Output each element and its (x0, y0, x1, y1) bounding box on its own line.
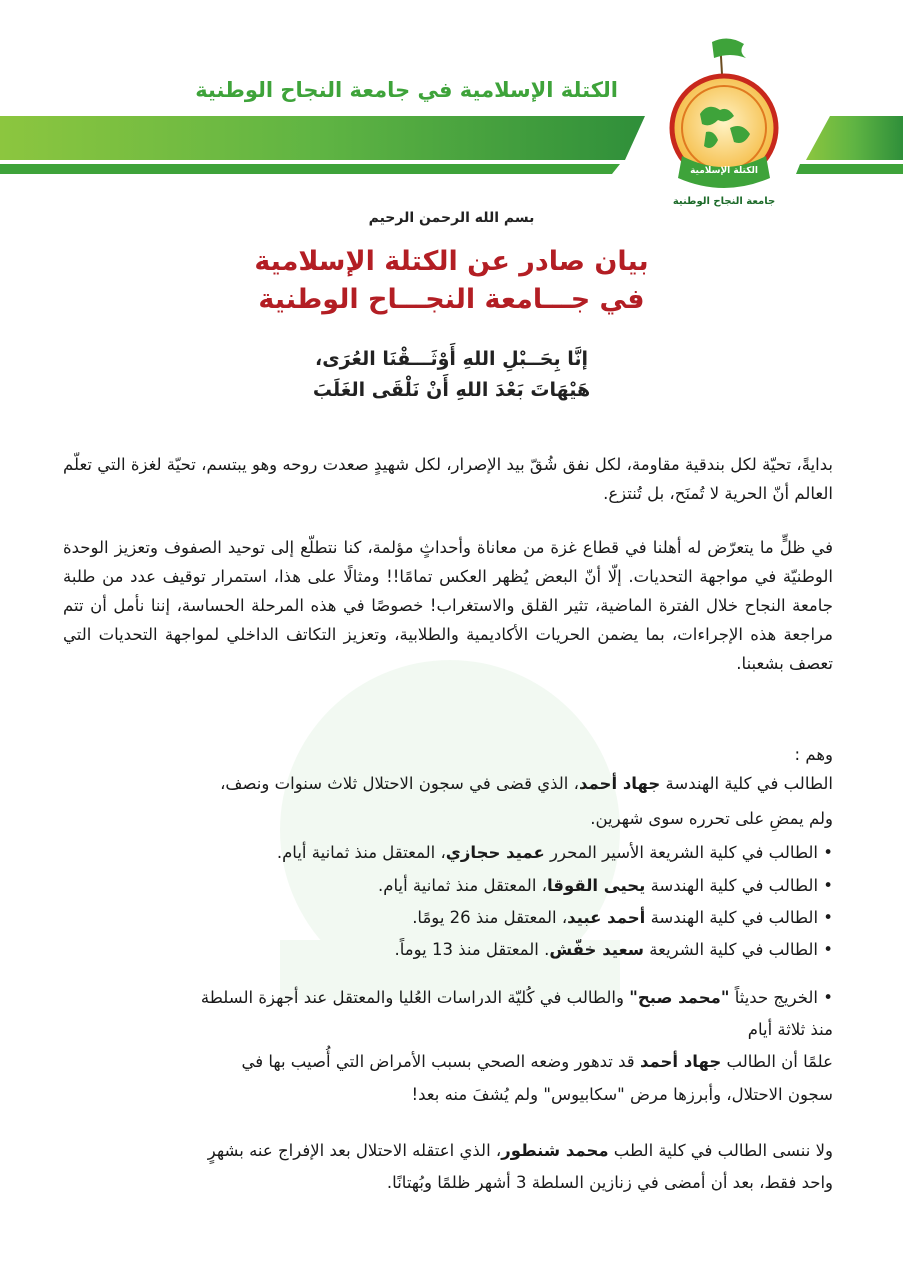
item-text: والطالب في كُليّة الدراسات العُليا والمعتقل عند أجهزة السلطة (200, 988, 630, 1007)
student-name: سعيد خفّش (549, 940, 645, 959)
item-text: الطالب في كلية الهندسة (660, 774, 833, 793)
student-name: "محمد صبح" (629, 988, 730, 1007)
item-text: ، الذي قضى في سجون الاحتلال ثلاث سنوات ونصف، (220, 774, 579, 793)
student-item-1 (58, 769, 833, 798)
student-item-2 (58, 838, 833, 867)
health-note-cont: سجون الاحتلال، وأبرزها مرض "سكابيوس" ولم يُشفَ منه بعد! (411, 1085, 833, 1104)
logo-ribbon-text: الكتلة الإسلامية (690, 166, 758, 176)
watermark-emblem (220, 640, 680, 1030)
student-item-6-cont: منذ ثلاثة أيام (747, 1020, 833, 1039)
student-item-1-cont: ولم يمضِ على تحرره سوى شهرين. (590, 809, 833, 828)
list-intro: وهم : (794, 745, 833, 764)
closing-note-cont: واحد فقط، بعد أن أمضى في زنازين السلطة 3 أشهر ظلمًا وبُهتانًا. (386, 1173, 833, 1192)
note-text: علمًا أن الطالب (721, 1052, 833, 1071)
student-name: محمد شنطور (501, 1141, 609, 1160)
item-text: • الطالب في كلية الهندسة (645, 876, 833, 895)
student-name: جهاد أحمد (578, 774, 661, 793)
item-text: • الطالب في كلية الشريعة الأسير المحرر (544, 843, 833, 862)
student-name: عميد حجازي (445, 843, 545, 862)
logo-caption: جامعة النجاح الوطنية (672, 196, 776, 207)
verse-line1: إنَّا بِحَــبْلِ اللهِ أَوْثَـــقْنَا العُرَى، (314, 348, 589, 370)
student-item-3 (58, 871, 833, 900)
closing-text: ولا ننسى الطالب في كلية الطب (608, 1141, 833, 1160)
item-text: ، المعتقل منذ ثمانية أيام. (378, 876, 547, 895)
org-name: الكتلة الإسلامية في جامعة النجاح الوطنية (195, 78, 618, 102)
student-item-4 (58, 903, 833, 932)
item-text: ، المعتقل منذ ثمانية أيام. (276, 843, 446, 862)
item-text: • الطالب في كلية الهندسة (645, 908, 833, 927)
note-text: قد تدهور وضعه الصحي بسبب الأمراض التي أُصيب بها في (241, 1052, 640, 1071)
basmala: بسم الله الرحمن الرحيم (368, 210, 535, 226)
closing-text: ، الذي اعتقله الاحتلال بعد الإفراج عنه بشهرٍ (207, 1141, 502, 1160)
kutla-logo (668, 28, 780, 214)
letterhead (0, 0, 903, 210)
student-name: يحيى القوقا (546, 876, 646, 895)
item-text: . المعتقل منذ 13 يوماً. (394, 940, 550, 959)
statement-title-line1: بيان صادر عن الكتلة الإسلامية (254, 246, 649, 277)
closing-note (58, 1136, 833, 1165)
student-item-5 (58, 935, 833, 964)
item-text: • الطالب في كلية الشريعة (644, 940, 833, 959)
statement-title-line2: في جـــامعة النجـــاح الوطنية (258, 284, 645, 315)
student-name: جهاد أحمد (639, 1052, 722, 1071)
item-text: • الخريج حديثاً (729, 988, 833, 1007)
item-text: ، المعتقل منذ 26 يومًا. (412, 908, 568, 927)
verse-line2: هَيْهَاتَ بَعْدَ اللهِ أَنْ نَلْقَى الغَلَبَ (312, 379, 591, 401)
student-item-6 (58, 983, 833, 1012)
student-name: أحمد عبيد (567, 908, 646, 927)
paragraph-greeting: بدايةً، تحيّة لكل بندقية مقاومة، لكل نفق شُقّ بيد الإصرار، لكل شهيدٍ صعدت روحه وهو يبتسم، تحيّة لغزة التي تعلّم العالم أنّ الحرية لا تُمنَح، بل تُنتزع. (63, 455, 833, 503)
paragraph-context: في ظلٍّ ما يتعرّض له أهلنا في قطاع غزة من معاناة وأحداثٍ مؤلمة، كنا نتطلّع إلى توحيد الصفوف وتعزيز الوحدة الوطنيّة في مواجهة التحديات. إلّا أنّ البعض يُظهر العكس تمامًا!! ومثالًا على هذا، استمرار توقيف عدد من طلبة جامعة النجاح خلال الفترة الماضية، تثير القلق والاستغراب! خصوصًا في هذه المرحلة الحساسة، إننا نأمل أن تتم مراجعة هذه الإجراءات، بما يضمن الحريات الأكاديمية والطلابية، وتعزيز التكاتف الداخلي لمواجهة التحديات التي تعصف بشعبنا. (63, 538, 833, 673)
health-note (58, 1047, 833, 1076)
